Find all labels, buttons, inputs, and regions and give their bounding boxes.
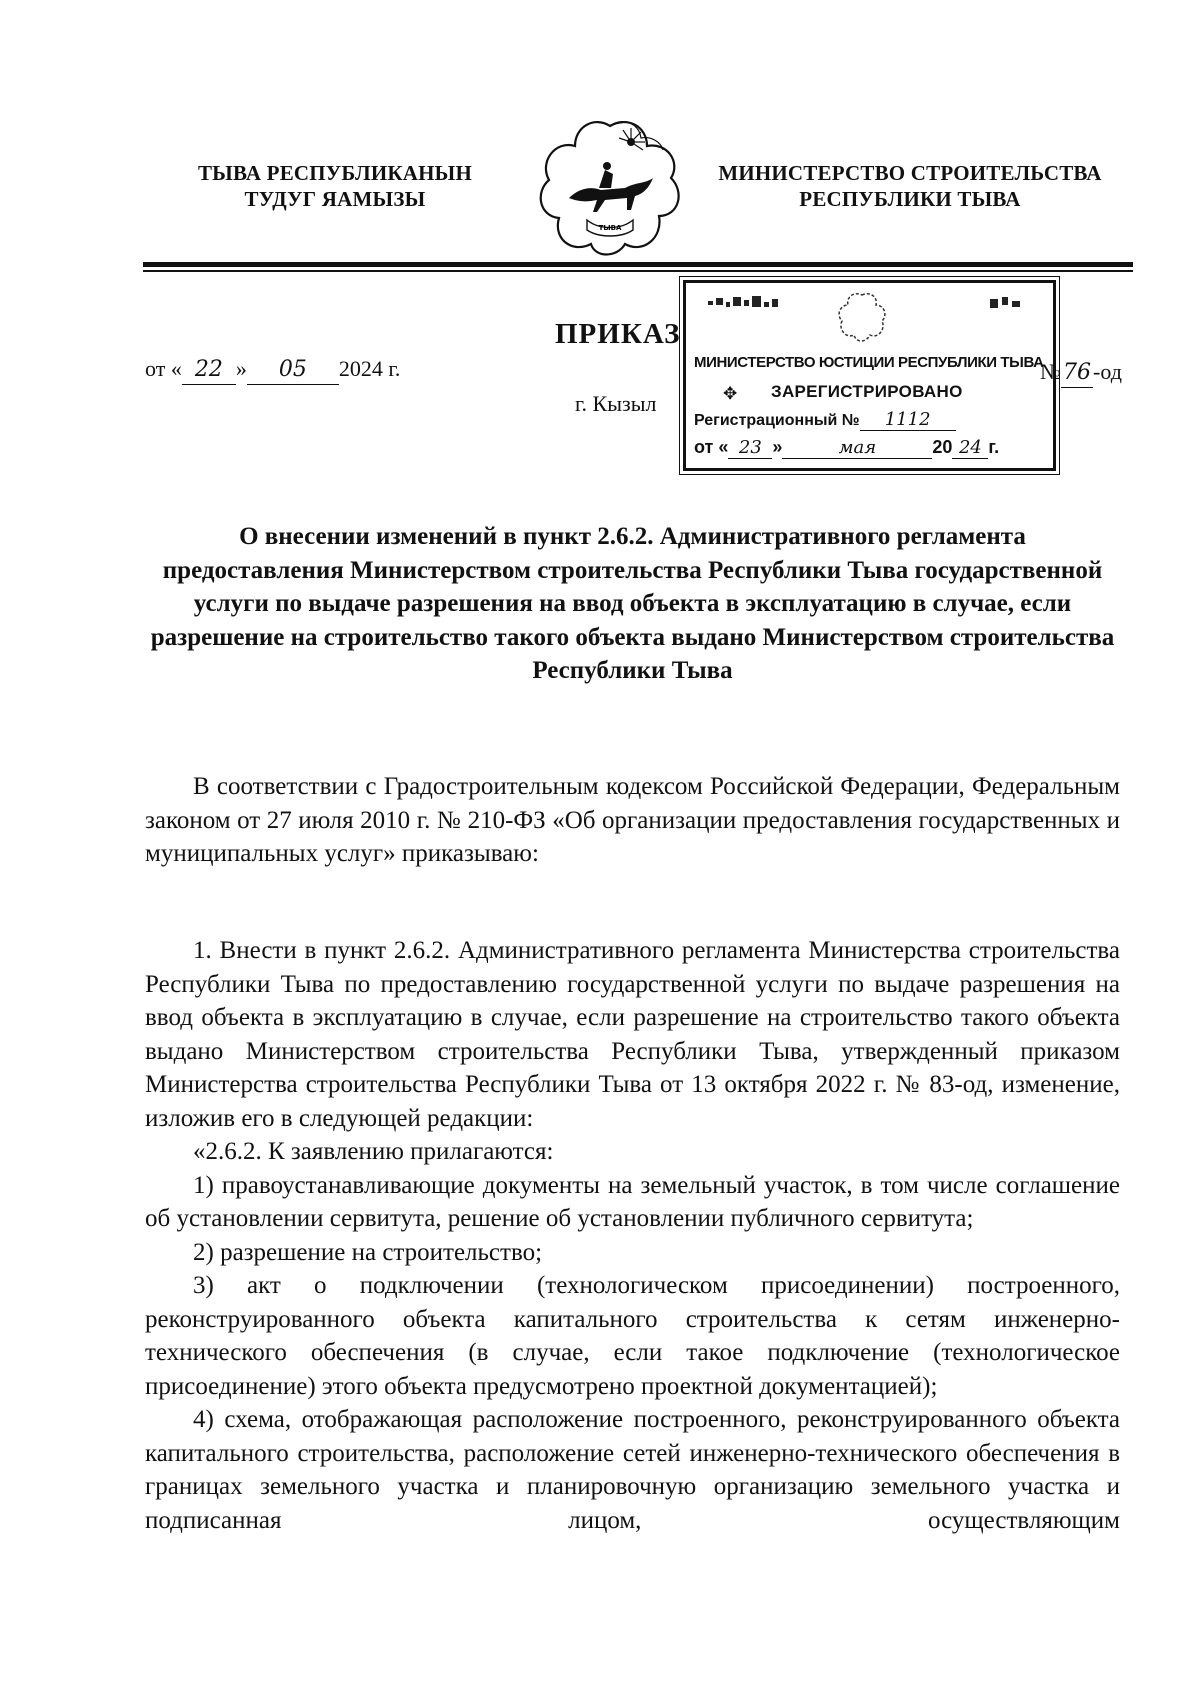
- stamp-noise-icon: [706, 293, 786, 315]
- order-body: [145, 934, 1120, 1537]
- stamp-noise-icon: [986, 293, 1026, 315]
- header-rule-thick: [143, 262, 1133, 267]
- header-left: [170, 160, 500, 212]
- body-paragraph-6: 4) схема, отображающая расположение построенного, реконструированного объекта капитального строительства, расположение сетей инженерно-технического обеспечения в границах земельного участка и планировочную организацию земельного участка и подписанная лицом, осуществляющим: [145, 1406, 1120, 1534]
- header-right: [700, 160, 1120, 212]
- body-paragraph-2: «2.6.2. К заявлению прилагаются:: [193, 1138, 554, 1165]
- stamp-organization: МИНИСТЕРСТВО ЮСТИЦИИ РЕСПУБЛИКИ ТЫВА: [694, 354, 1044, 371]
- registration-stamp: [683, 280, 1056, 471]
- order-number: [1040, 358, 1122, 388]
- body-paragraph-3: 1) правоустанавливающие документы на земельный участок, в том числе соглашение об установлении сервитута, решение об установлении публичного сервитута;: [145, 1171, 1120, 1232]
- order-date-mid: »: [235, 356, 247, 381]
- stamp-status-text: ЗАРЕГИСТРИРОВАНО: [771, 382, 963, 401]
- order-date: [145, 355, 400, 385]
- stamp-date-mid: »: [772, 437, 783, 457]
- stamp-emblem-icon: [836, 291, 888, 343]
- emblem-ribbon-text: ТЫВА: [598, 224, 622, 232]
- header-left-line1: ТЫВА РЕСПУБЛИКАНЫН: [197, 161, 473, 185]
- order-date-day: 22: [182, 356, 236, 385]
- order-date-prefix: от «: [145, 356, 182, 381]
- header-right-line2: РЕСПУБЛИКИ ТЫВА: [799, 187, 1021, 211]
- body-paragraph-4: 2) разрешение на строительство;: [193, 1238, 543, 1266]
- stamp-date-prefix: от «: [694, 437, 729, 457]
- header-left-line2: ТУДУГ ЯАМЫЗЫ: [244, 187, 426, 211]
- stamp-mark-icon: ✥: [723, 384, 738, 403]
- stamp-reg-label: Регистрационный №: [694, 412, 860, 429]
- preamble-paragraph: В соответствии с Градостроительным кодексом Российской Федерации, Федеральным законом от 27 июля 2010 г. № 210-ФЗ «Об организации предоставления государственных и муниципальных услуг» приказываю:: [145, 773, 1120, 867]
- stamp-registration-number: [694, 409, 956, 431]
- stamp-date-month: мая: [782, 437, 932, 459]
- order-subject: О внесении изменений в пункт 2.6.2. Административного регламента предоставления Министерством строительства Республики Тыва государственной услуги по выдаче разрешения на ввод объекта в эксплуатацию в случае, если разрешение на строительство такого объекта выдано Министерством строительства Республики Тыва: [150, 523, 1115, 684]
- tuva-coat-of-arms-icon: [535, 112, 685, 262]
- order-number-prefix: №: [1040, 359, 1061, 384]
- stamp-date-tail: г.: [988, 437, 1000, 457]
- order-date-year: 2024 г.: [338, 356, 401, 381]
- body-paragraph-5: 3) акт о подключении (технологическом присоединении) построенного, реконструированного объекта капитального строительства к сетям инженерно-технического обеспечения (в случае, если такое подключение (технологическое присоединение) этого объекта предусмотрено проектной документацией);: [145, 1272, 1120, 1400]
- stamp-status: [723, 382, 963, 403]
- document-title: ПРИКАЗ: [555, 318, 681, 350]
- order-city: г. Кызыл: [575, 391, 657, 416]
- header-rule-thin: [143, 270, 1133, 272]
- header-right-line1: МИНИСТЕРСТВО СТРОИТЕЛЬСТВА: [718, 161, 1102, 185]
- stamp-date-year-suffix: 24: [952, 437, 988, 459]
- stamp-date-day: 23: [728, 437, 772, 459]
- order-number-suffix: -од: [1093, 359, 1122, 384]
- order-number-value: 76: [1061, 359, 1093, 388]
- stamp-reg-value: 1112: [860, 409, 956, 431]
- stamp-date-year-prefix: 20: [932, 437, 953, 457]
- order-date-month: 05: [247, 356, 339, 385]
- stamp-date: [694, 437, 999, 459]
- body-paragraph-1: 1. Внести в пункт 2.6.2. Административного регламента Министерства строительства Республики Тыва по предоставлению государственной услуги по выдаче разрешения на ввод объекта в эксплуатацию в случае, если разрешение на строительство такого объекта выдано Министерством строительства Республики Тыва, утвержденный приказом Министерства строительства Республики Тыва от 13 октября 2022 г. № 83-од, изменение, изложив его в следующей редакции:: [145, 937, 1120, 1132]
